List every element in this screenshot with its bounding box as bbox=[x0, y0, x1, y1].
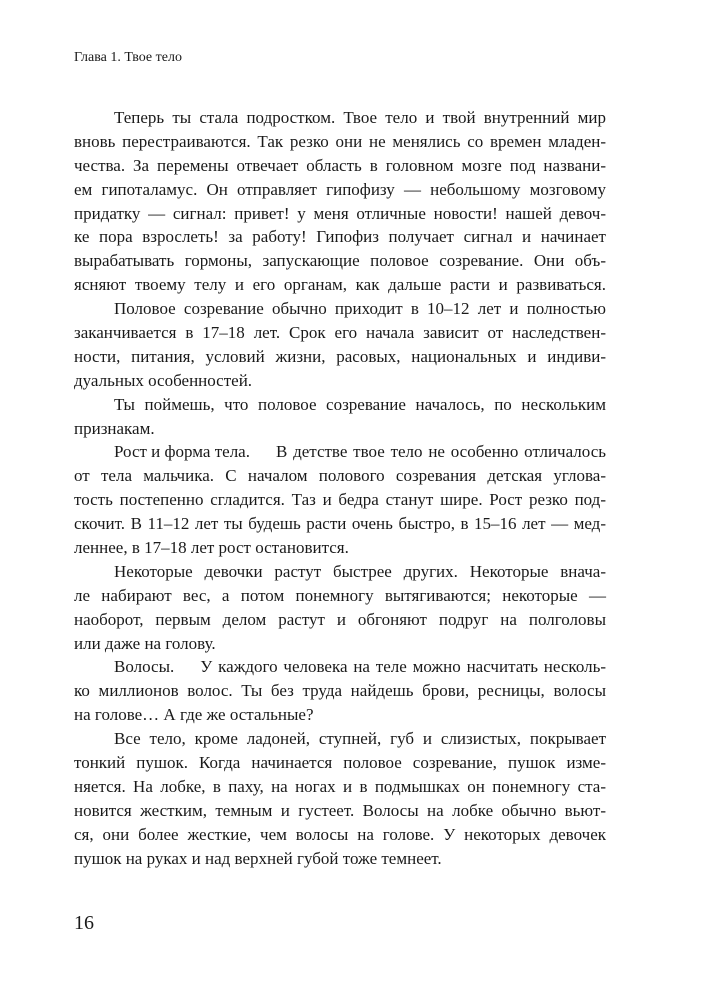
text-line: от тела мальчика. С началом полового созревания детская углова- bbox=[74, 466, 606, 486]
text-line-rest: В детстве твое тело не особенно отличалось bbox=[275, 442, 606, 462]
text-line: ле набирают вес, а потом понемногу вытягиваются; некоторые — bbox=[74, 585, 606, 605]
text-line: признакам. bbox=[74, 418, 155, 438]
text-line: на голове… А где же остальные? bbox=[74, 705, 314, 725]
text-line: ем гипоталамус. Он отправляет гипофизу — небольшому мозговому bbox=[74, 179, 606, 199]
running-header: Глава 1. Твое тело bbox=[74, 50, 182, 65]
subheading-hair: Волосы. bbox=[114, 657, 175, 677]
text-line bbox=[74, 440, 606, 464]
text-line-rest: У каждого человека на теле можно насчитать несколь- bbox=[200, 657, 606, 677]
text-line: или даже на голову. bbox=[74, 633, 216, 653]
text-line: няется. На лобке, в паху, на ногах и в подмышках он понемногу ста- bbox=[74, 776, 606, 796]
text-line: ко миллионов волос. Ты без труда найдешь брови, ресницы, волосы bbox=[74, 681, 606, 701]
text-line: придатку — сигнал: привет! у меня отличные новости! нашей девоч- bbox=[74, 203, 606, 223]
text-line: скочит. В 11–12 лет ты будешь расти очень быстро, в 15–16 лет — мед- bbox=[74, 514, 606, 534]
text-line: новится жестким, темным и густеет. Волосы на лобке обычно вьют- bbox=[74, 800, 606, 820]
text-line: наоборот, первым делом растут и обгоняют подруг на полголовы bbox=[74, 609, 606, 629]
body-text bbox=[74, 106, 606, 871]
text-line: чества. За перемены отвечает область в головном мозге под названи- bbox=[74, 155, 606, 175]
text-line: ся, они более жесткие, чем волосы на голове. У некоторых девочек bbox=[74, 824, 606, 844]
text-line: ности, питания, условий жизни, расовых, национальных и индиви- bbox=[74, 346, 606, 366]
text-line: Некоторые девочки растут быстрее других. Некоторые внача- bbox=[114, 561, 606, 581]
text-line bbox=[74, 655, 606, 679]
text-line: Половое созревание обычно приходит в 10–12 лет и полностью bbox=[114, 299, 606, 319]
text-line: Теперь ты стала подростком. Твое тело и твой внутренний мир bbox=[114, 108, 606, 127]
text-line: вновь перестраиваются. Так резко они не менялись со времен младен- bbox=[74, 131, 606, 151]
text-line: дуальных особенностей. bbox=[74, 370, 253, 390]
text-line: вырабатывать гормоны, запускающие половое созревание. Они объ- bbox=[74, 251, 606, 271]
text-line: тость постепенно сгладится. Таз и бедра станут шире. Рост резко под- bbox=[74, 490, 606, 510]
page-number: 16 bbox=[74, 912, 94, 934]
subheading-growth: Рост и форма тела. bbox=[114, 442, 250, 462]
text-line: тонкий пушок. Когда начинается половое созревание, пушок изме- bbox=[74, 753, 606, 773]
text-line: пушок на руках и над верхней губой тоже темнеет. bbox=[74, 848, 442, 868]
text-line: Все тело, кроме ладоней, ступней, губ и слизистых, покрывает bbox=[114, 729, 606, 749]
text-line: леннее, в 17–18 лет рост остановится. bbox=[74, 538, 349, 558]
text-line: заканчивается в 17–18 лет. Срок его начала зависит от наследствен- bbox=[74, 323, 606, 343]
text-line: Ты поймешь, что половое созревание началось, по нескольким bbox=[114, 394, 606, 414]
text-line: ке пора взрослеть! за работу! Гипофиз получает сигнал и начинает bbox=[74, 227, 606, 247]
text-line: ясняют твоему телу и его органам, как дальше расти и развиваться. bbox=[74, 275, 606, 295]
